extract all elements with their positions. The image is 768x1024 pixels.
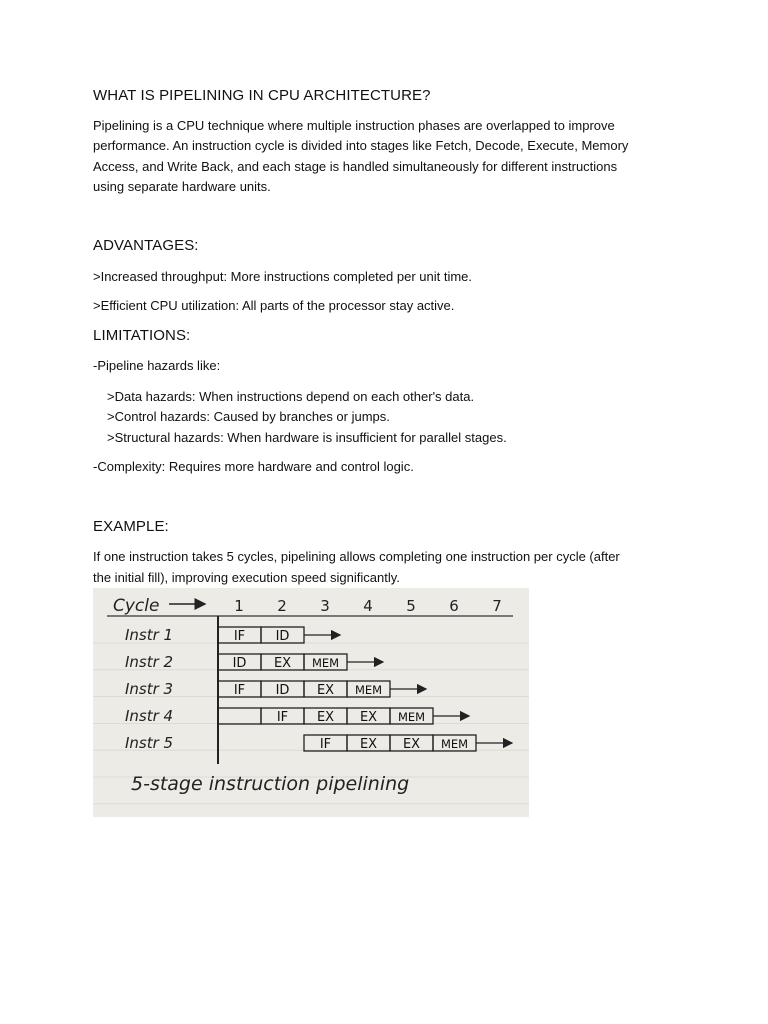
row-label: Instr 5 <box>125 734 174 752</box>
stage-label: IF <box>319 737 332 752</box>
intro-heading: WHAT IS PIPELINING IN CPU ARCHITECTURE? <box>93 87 431 104</box>
hazard-item-structural: >Structural hazards: When hardware is insufficient for parallel stages. <box>107 430 507 445</box>
stage-label: IF <box>276 710 289 725</box>
stage-label: IF <box>233 683 246 698</box>
pipeline-diagram-svg <box>93 588 529 817</box>
intro-line-4: using separate hardware units. <box>93 179 271 194</box>
figure-caption: 5-stage instruction pipelining <box>131 773 410 795</box>
row-label: Instr 4 <box>125 707 174 725</box>
advantage-item-2: >Efficient CPU utilization: All parts of the processor stay active. <box>93 298 455 313</box>
pipeline-diagram <box>93 588 529 817</box>
limitations-complexity: -Complexity: Requires more hardware and control logic. <box>93 459 414 474</box>
cycle-number: 7 <box>492 597 502 615</box>
stage-label: ID <box>275 629 290 644</box>
intro-line-1: Pipelining is a CPU technique where multiple instruction phases are overlapped to improve <box>93 118 615 133</box>
stage-label: EX <box>316 710 335 725</box>
stage-label: MEM <box>354 683 383 697</box>
cycle-number: 2 <box>277 597 287 615</box>
cycle-number: 4 <box>363 597 373 615</box>
stage-label: MEM <box>397 710 426 724</box>
hazard-item-data: >Data hazards: When instructions depend on each other's data. <box>107 389 475 404</box>
cycle-number: 3 <box>320 597 330 615</box>
stage-label: EX <box>359 710 378 725</box>
row-label: Instr 1 <box>125 626 174 644</box>
example-line-1: If one instruction takes 5 cycles, pipelining allows completing one instruction per cycle (after <box>93 549 620 564</box>
row-label: Instr 3 <box>125 680 174 698</box>
advantage-item-1: >Increased throughput: More instructions completed per unit time. <box>93 269 473 284</box>
cycle-number: 6 <box>449 597 459 615</box>
cycle-number: 5 <box>406 597 416 615</box>
stage-label: EX <box>359 737 378 752</box>
hazard-item-control: >Control hazards: Caused by branches or jumps. <box>107 409 390 424</box>
cycle-number: 1 <box>234 597 244 615</box>
intro-line-3: Access, and Write Back, and each stage is handled simultaneously for different instructions <box>93 159 618 174</box>
stage-label: ID <box>232 656 247 671</box>
stage-label: MEM <box>311 656 340 670</box>
limitations-intro: -Pipeline hazards like: <box>93 358 221 373</box>
limitations-heading: LIMITATIONS: <box>93 327 191 344</box>
intro-line-2: performance. An instruction cycle is divided into stages like Fetch, Decode, Execute, Memory <box>93 138 629 153</box>
stage-label: ID <box>275 683 290 698</box>
stage-box <box>218 708 261 724</box>
stage-label: EX <box>273 656 292 671</box>
stage-label: IF <box>233 629 246 644</box>
example-heading: EXAMPLE: <box>93 518 169 535</box>
cycle-axis-label: Cycle <box>113 596 160 616</box>
stage-label: MEM <box>440 737 469 751</box>
stage-label: EX <box>316 683 335 698</box>
row-label: Instr 2 <box>125 653 174 671</box>
advantages-heading: ADVANTAGES: <box>93 237 199 254</box>
stage-label: EX <box>402 737 421 752</box>
example-line-2: the initial fill), improving execution speed significantly. <box>93 570 400 585</box>
